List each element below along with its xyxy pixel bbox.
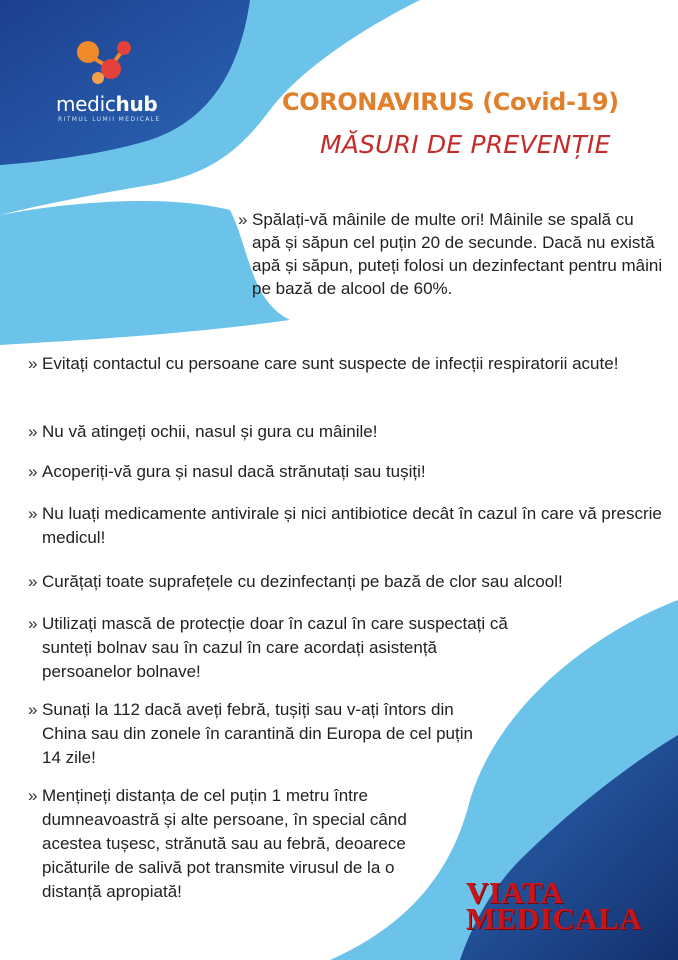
list-item: » Evitați contactul cu persoane care sunt suspecte de infecții respiratorii acute!: [28, 352, 664, 376]
page-title: CORONAVIRUS (Covid-19): [282, 88, 619, 116]
medichub-logo-wordmark: [56, 92, 157, 116]
list-item: » Mențineți distanța de cel puțin 1 metru între dumneavoastră și alte persoane, în special când acestea tușesc, strănută sau au febră, deoarece picăturile de salivă pot transmite virusul de la o distanță apropiată!: [28, 784, 442, 904]
list-item: » Acoperiți-vă gura și nasul dacă strănutați sau tușiți!: [28, 460, 664, 484]
brand-line-2: MEDICALA: [466, 901, 643, 936]
list-item: » Utilizați mască de protecție doar în cazul în care suspectați că sunteți bolnav sau în cazul în care acordați asistență persoanelor bolnave!: [28, 612, 526, 684]
logo-tagline: RITMUL LUMII MEDICALE: [58, 116, 161, 123]
logo-prefix: medic: [56, 92, 116, 116]
list-item: » Nu luați medicamente antivirale și nici antibiotice decât în cazul în care vă prescrie medicul!: [28, 502, 664, 550]
logo-bold: hub: [115, 92, 158, 116]
list-item: » Nu vă atingeți ochii, nasul și gura cu mâinile!: [28, 420, 664, 444]
list-item: » Sunați la 112 dacă aveți febră, tușiți sau v-ați întors din China sau din zonele în carantină din Europa de cel puțin 14 zile!: [28, 698, 482, 770]
list-item: » Curățați toate suprafețele cu dezinfectanți pe bază de clor sau alcool!: [28, 570, 664, 594]
page-subtitle: MĂSURI DE PREVENȚIE: [320, 130, 611, 159]
brand-line-1: VIATA: [466, 875, 564, 910]
list-item: » Spălați-vă mâinile de multe ori! Mâinile se spală cu apă și săpun cel puțin 20 de secunde. Dacă nu există apă și săpun, puteți folosi un dezinfectant pentru mâini pe bază de alcool de 60%.: [238, 208, 666, 300]
viata-medicala-logo: [466, 875, 666, 936]
